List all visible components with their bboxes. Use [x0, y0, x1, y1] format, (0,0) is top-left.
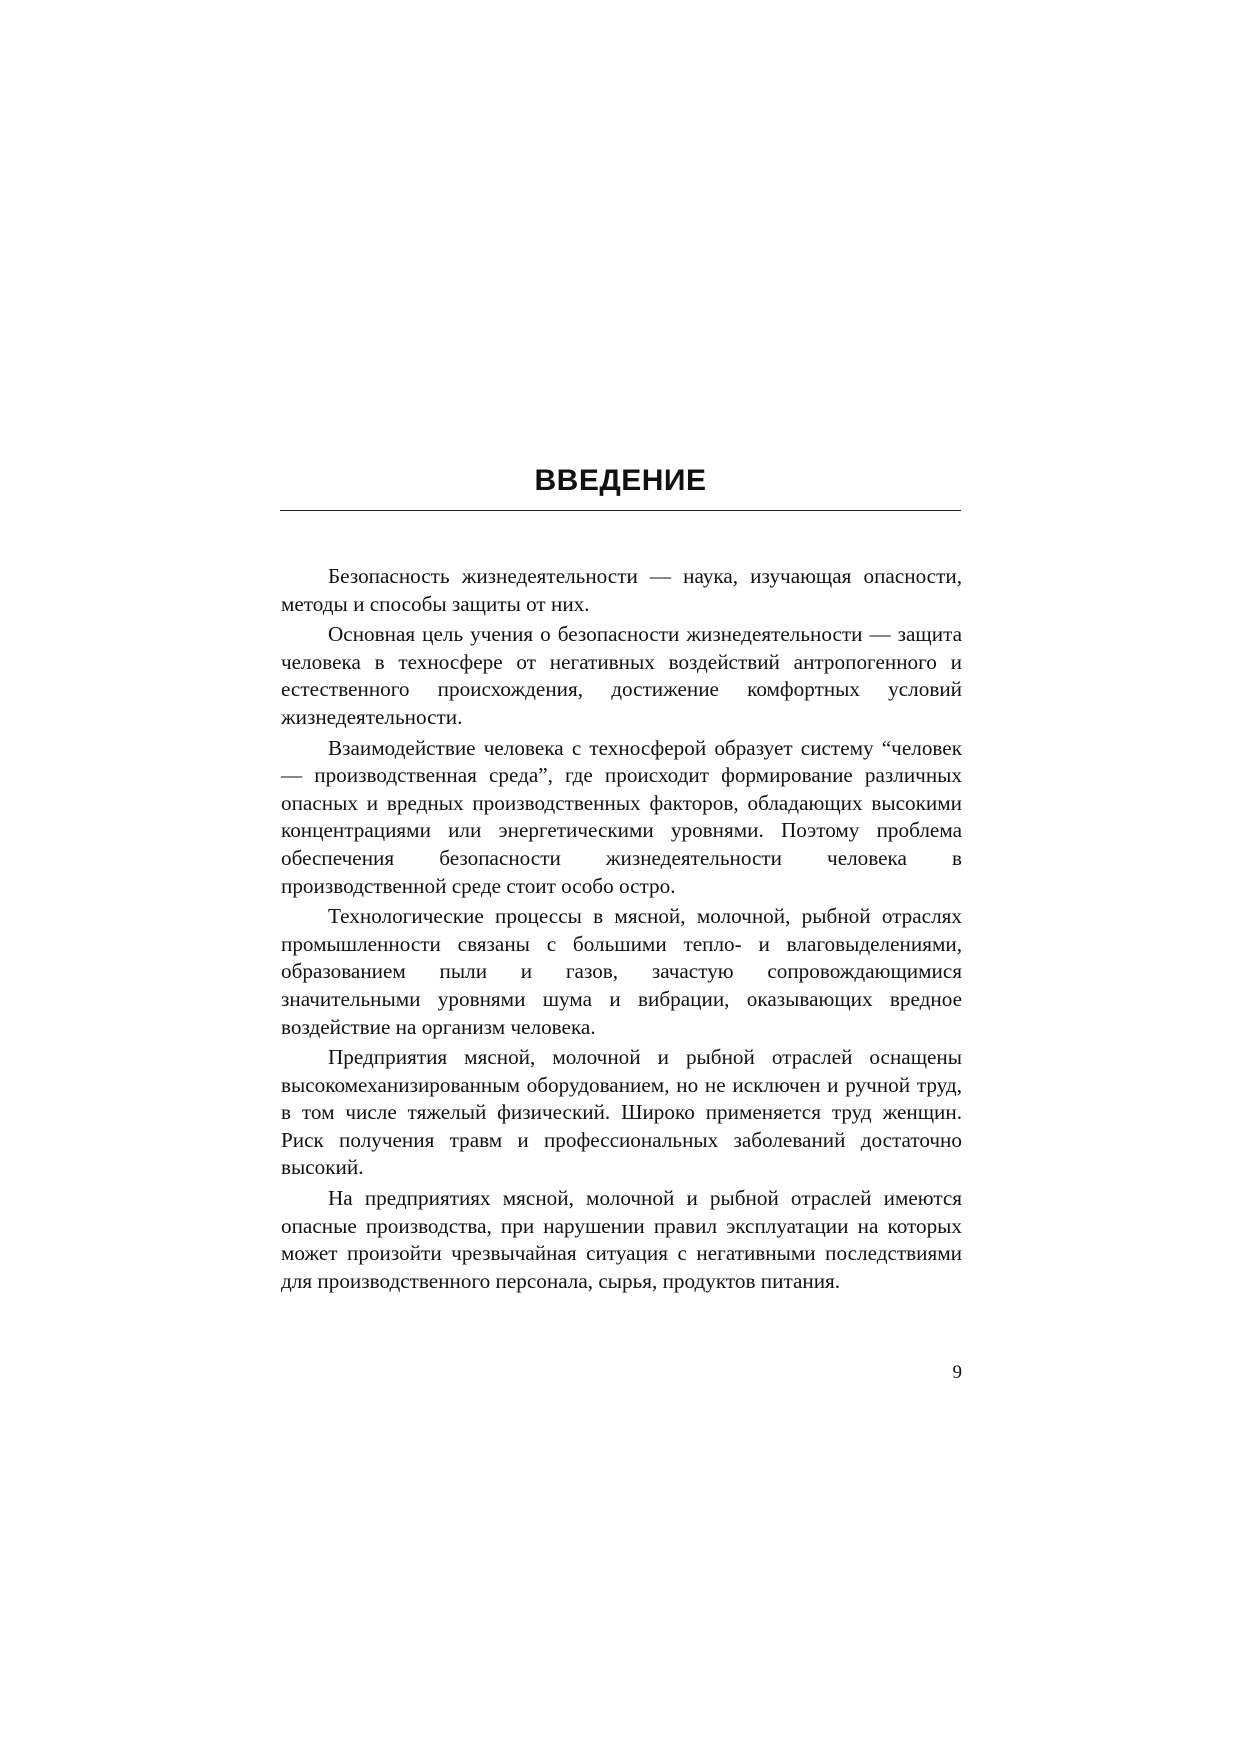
page-number: 9 [952, 1362, 962, 1383]
body-text [281, 563, 962, 1298]
chapter-title: ВВЕДЕНИЕ [534, 464, 707, 497]
paragraph-2: Основная цель учения о безопасности жизнедеятельности — защита человека в техносфере от негативных воздействий антропогенного и естественного происхождения, достижение комфортных условий жизнедеятельности. [281, 622, 962, 729]
title-underline [280, 510, 961, 511]
paragraph-3: Взаимодействие человека с техносферой образует систему “человек — производственная среда”, где происходит формирование различных опасных и вредных производственных факторов, обладающих высокими концентрациями или энергетическими уровнями. Поэтому проблема обеспечения безопасности жизнедеятельности человека в производственной среде стоит особо остро. [281, 735, 962, 898]
paragraph-4: Технологические процессы в мясной, молочной, рыбной отраслях промышленности связаны с большими тепло- и влаговыделениями, образованием пыли и газов, зачастую сопровождающимися значительными уровнями шума и вибрации, оказывающих вредное воздействие на организм человека. [281, 904, 962, 1039]
paragraph-6: На предприятиях мясной, молочной и рыбной отраслей имеются опасные производства, при нарушении правил эксплуатации на которых может произойти чрезвычайная ситуация с негативными последствиями для производственного персонала, сырья, продуктов питания. [281, 1186, 962, 1293]
paragraph-5: Предприятия мясной, молочной и рыбной отраслей оснащены высокомеханизированным оборудованием, но не исключен и ручной труд, в том числе тяжелый физический. Широко применяется труд женщин. Риск получения травм и профессиональных заболеваний достаточно высокий. [281, 1045, 962, 1180]
paragraph-1: Безопасность жизнедеятельности — наука, изучающая опасности, методы и способы защиты от них. [281, 564, 962, 616]
